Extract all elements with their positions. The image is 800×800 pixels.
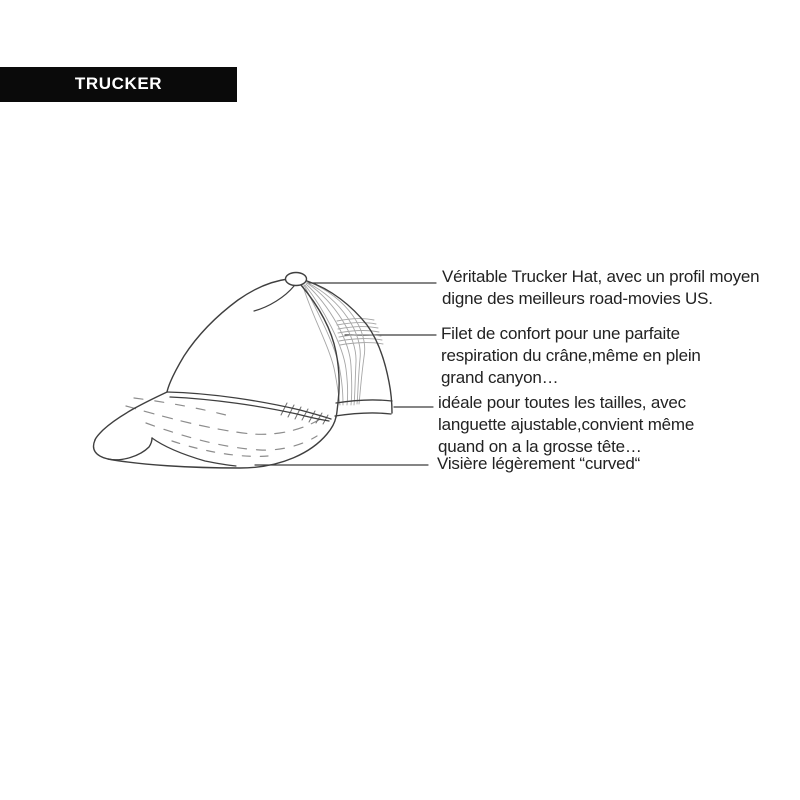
annotation-line: Véritable Trucker Hat, avec un profil moyen <box>442 267 760 286</box>
annotation-line: grand canyon… <box>441 368 559 387</box>
annotation-mesh <box>437 323 786 389</box>
banner-label: TRUCKER <box>74 74 163 93</box>
visor-seam-lower <box>170 397 329 421</box>
mesh-grid-line <box>338 331 379 333</box>
crown-back-outline <box>307 281 392 413</box>
sweatband-top <box>336 400 392 403</box>
visor-left-edge <box>95 392 167 440</box>
annotation-profile <box>437 266 787 310</box>
visor-bottom-edge <box>108 417 336 468</box>
mesh-front-boundary <box>301 285 339 417</box>
stitch-row <box>146 423 317 450</box>
annotation-line: idéale pour toutes les tailles, avec <box>438 393 686 412</box>
annotation-line: quand on a la grosse tête… <box>438 437 642 456</box>
annotation-visor <box>437 453 782 475</box>
leader-lines <box>255 283 436 465</box>
mesh-grid-line <box>338 327 378 329</box>
stitch-row <box>126 406 322 434</box>
hat-outline <box>94 273 392 469</box>
annotation-strap <box>437 392 783 458</box>
seam-hatch-marks <box>281 403 328 424</box>
annotation-line: languette ajustable,convient même <box>438 415 695 434</box>
front-panel-seam <box>254 286 294 311</box>
crown-front-outline <box>167 279 288 392</box>
stitch-row <box>172 441 268 456</box>
sweatband-bottom <box>335 413 391 416</box>
annotation-line: digne des meilleurs road-movies US. <box>442 289 713 308</box>
annotation-line: respiration du crâne,même en plein <box>441 346 701 365</box>
visor-fold-line <box>152 438 236 466</box>
visor-tip-curl <box>94 438 152 460</box>
crown-button <box>286 273 307 286</box>
annotation-line: Filet de confort pour une parfaite <box>441 324 680 343</box>
annotation-line: Visière légèrement “curved“ <box>437 454 641 473</box>
mesh-grid-line <box>337 323 376 325</box>
